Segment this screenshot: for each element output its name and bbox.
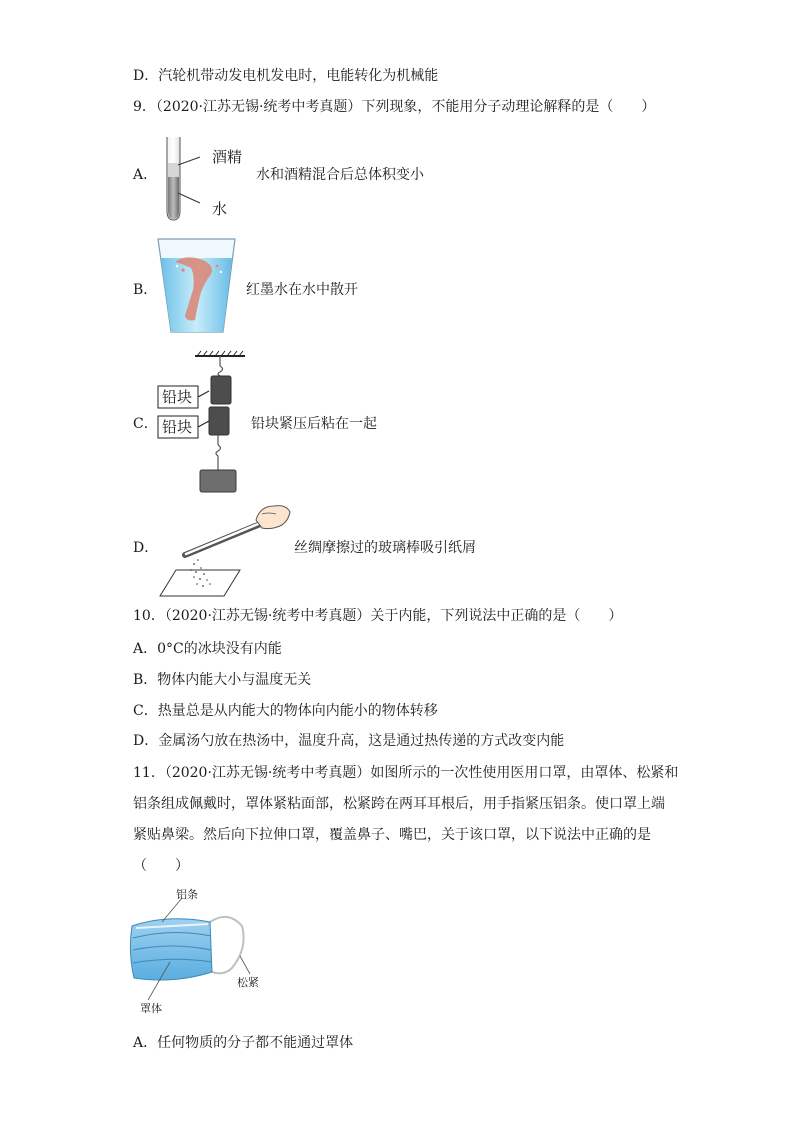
q9-option-c-letter: C． bbox=[133, 416, 158, 432]
water-label: 水 bbox=[212, 200, 228, 218]
elastic-label: 松紧 bbox=[237, 976, 259, 989]
q9-option-b-caption: 红墨水在水中散开 bbox=[246, 282, 358, 298]
alcohol-label: 酒精 bbox=[212, 148, 243, 166]
q11-stem-line-2: 铝条组成佩戴时，罩体紧粘面部，松紧跨在两耳耳根后，用手指紧压铝条。使口罩上端 bbox=[133, 796, 665, 812]
q9-option-c-caption: 铅块紧压后粘在一起 bbox=[251, 416, 377, 432]
q10-stem: 10．（2020·江苏无锡·统考中考真题）关于内能，下列说法中正确的是（ ） bbox=[133, 608, 623, 624]
lead-block-label-bottom: 铅块 bbox=[162, 418, 193, 436]
q10-option-c: C．热量总是从内能大的物体向内能小的物体转移 bbox=[133, 703, 438, 719]
q10-option-a: A．0°C的冰块没有内能 bbox=[133, 641, 282, 657]
q10-option-d: D．金属汤勺放在热汤中，温度升高，这是通过热传递的方式改变内能 bbox=[133, 733, 565, 749]
face-mask-figure bbox=[128, 888, 273, 1020]
q9-option-b-letter: B． bbox=[133, 282, 158, 298]
q9-option-d-caption: 丝绸摩擦过的玻璃棒吸引纸屑 bbox=[294, 540, 476, 556]
q10-option-b: B．物体内能大小与温度无关 bbox=[133, 672, 312, 688]
q9-option-d-letter: D． bbox=[133, 540, 159, 556]
lead-block-label-top: 铅块 bbox=[162, 388, 193, 406]
q9-option-a-letter: A． bbox=[133, 167, 158, 183]
q11-stem-line-4: （ ） bbox=[133, 858, 189, 874]
q8-option-d: D．汽轮机带动发电机发电时，电能转化为机械能 bbox=[133, 68, 439, 84]
q11-stem-line-3: 紧贴鼻梁。然后向下拉伸口罩，覆盖鼻子、嘴巴，关于该口罩，以下说法中正确的是 bbox=[133, 827, 651, 843]
mask-body-label: 罩体 bbox=[140, 1002, 162, 1015]
q11-option-a: A．任何物质的分子都不能通过罩体 bbox=[133, 1035, 354, 1051]
q9-stem: 9．（2020·江苏无锡·统考中考真题）下列现象，不能用分子动理论解释的是（ ） bbox=[133, 99, 656, 115]
beaker-ink-figure bbox=[155, 236, 240, 336]
q9-option-a-caption: 水和酒精混合后总体积变小 bbox=[256, 167, 424, 183]
q11-stem-line-1: 11．（2020·江苏无锡·统考中考真题）如图所示的一次性使用医用口罩，由罩体、松紧和 bbox=[133, 765, 679, 781]
aluminum-strip-label: 铝条 bbox=[176, 888, 198, 901]
glass-rod-figure bbox=[158, 500, 293, 600]
